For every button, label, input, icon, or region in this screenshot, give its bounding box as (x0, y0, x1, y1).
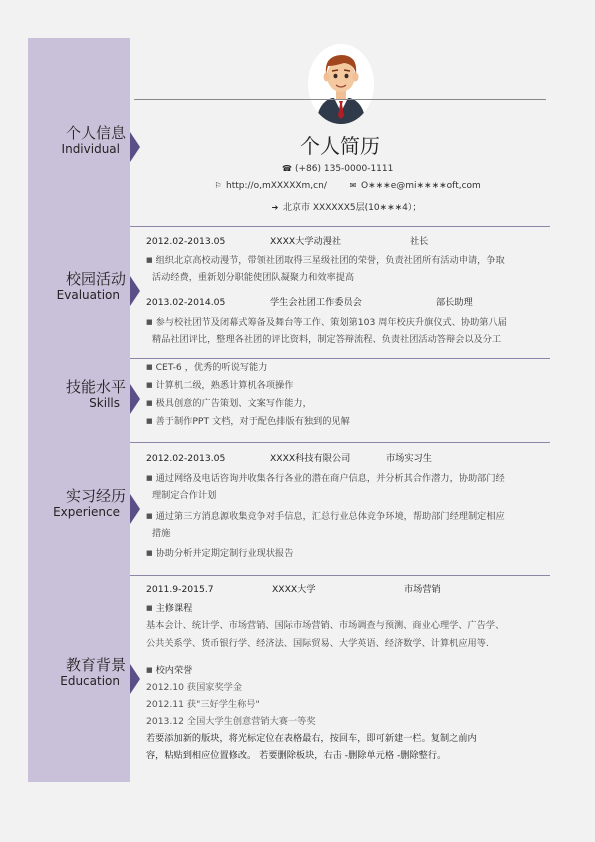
section-skills-cn: 技能水平 (65, 378, 126, 396)
email-row (348, 181, 481, 191)
courses-line-1: 基本会计、统计学、市场营销、国际市场营销、市场调查与预测、商业心理学、广告学、 (146, 620, 505, 631)
address-row (270, 200, 421, 213)
section-experience (28, 487, 130, 520)
internship-org: XXXX科技有限公司 (270, 453, 351, 464)
section-experience-cn: 实习经历 (65, 487, 126, 505)
divider-experience (130, 442, 550, 443)
location-icon: ➔ (271, 203, 279, 212)
flag-icon: ⚐ (214, 181, 222, 190)
mail-icon: ✉ (349, 181, 357, 190)
campus-2-line-2: 精品社团评比，整理各社团的评比资料，制定答辩流程、负责社团活动答辩会以及分工 (152, 334, 502, 345)
honor-2: 2012.11 获"三好学生称号" (146, 699, 260, 710)
skill-4: ■ 善于制作PPT 文档，对于配色排版有独到的见解 (146, 415, 350, 428)
section-skills-arrow (130, 384, 140, 414)
campus-1-role: 社长 (410, 236, 429, 247)
campus-1-date: 2012.02-2013.05 (146, 236, 226, 247)
note-line-2: 容，粘贴到相应位置修改。 若要删除板块，右击 -删除单元格 -删除整行。 (146, 750, 447, 761)
section-evaluation-cn: 校园活动 (65, 270, 126, 288)
section-individual (28, 124, 130, 157)
divider-campus (130, 226, 550, 227)
internship-item-2-line-1: ■ 通过第三方消息源收集竞争对手信息，汇总行业总体竞争环境，帮助部门经理制定相应 (146, 510, 505, 523)
section-evaluation-en: Evaluation (56, 288, 120, 302)
section-experience-en: Experience (53, 505, 120, 519)
divider-education (130, 575, 550, 576)
education-date: 2011.9-2015.7 (146, 584, 214, 595)
internship-item-2-line-2: 措施 (152, 528, 171, 539)
section-education-en: Education (60, 674, 120, 688)
campus-2-line-1: ■ 参与校社团节及闭幕式筹备及舞台等工作、策划第103 周年校庆升旗仪式、协助第八届 (146, 316, 507, 329)
courses-title: ■ 主修课程 (146, 602, 192, 615)
email-text: O∗∗∗e@mi∗∗∗∗oft,com (361, 181, 481, 191)
internship-item-1-line-2: 理制定合作计划 (152, 490, 217, 501)
section-experience-arrow (130, 494, 140, 524)
campus-1-line-1: ■ 组织北京高校动漫节，带领社团取得三星级社团的荣誉，负责社团所有活动申请，争取 (146, 254, 505, 267)
honor-3: 2013.12 全国大学生创意营销大赛一等奖 (146, 716, 316, 727)
skill-2: ■ 计算机二级，熟悉计算机各项操作 (146, 379, 293, 392)
address-text: 北京市 XXXXXX5层(10∗∗∗4）； (283, 203, 422, 213)
website-text: http://o,mXXXXXm,cn/ (226, 181, 327, 191)
campus-1-line-2: 活动经费，重新划分职能使团队凝聚力和效率提高 (152, 272, 355, 283)
header-divider (134, 99, 546, 100)
campus-2-org: 学生会社团工作委员会 (270, 297, 362, 308)
section-education (28, 656, 130, 689)
phone-icon: ☎ (282, 164, 292, 173)
internship-role: 市场实习生 (386, 453, 432, 464)
section-skills-en: Skills (89, 396, 120, 410)
section-individual-en: Individual (61, 142, 120, 156)
honors-title: ■ 校内荣誉 (146, 664, 192, 677)
honor-1: 2012.10 获国家奖学金 (146, 682, 243, 693)
divider-skills (130, 358, 550, 359)
campus-2-date: 2013.02-2014.05 (146, 297, 226, 308)
campus-1-org: XXXX大学动漫社 (270, 236, 342, 247)
avatar (308, 44, 374, 124)
page-title: 个人简历 (300, 134, 380, 158)
internship-item-3-line-1: ■ 协助分析并定期定制行业现状报告 (146, 547, 293, 560)
education-major: 市场营销 (404, 584, 441, 595)
phone-text: (+86) 135-0000-1111 (295, 164, 394, 174)
courses-line-2: 公共关系学、货币银行学、经济法、国际贸易、大学英语、经济数学、计算机应用等. (146, 638, 489, 649)
website-row (213, 181, 327, 191)
section-individual-cn: 个人信息 (65, 124, 126, 142)
skill-1: ■ CET-6 ，优秀的听说写能力 (146, 361, 267, 374)
campus-2-role: 部长助理 (436, 297, 473, 308)
education-school: XXXX大学 (272, 584, 316, 595)
internship-item-1-line-1: ■ 通过网络及电话咨询并收集各行各业的潜在商户信息，并分析其合作潜力，协助部门经 (146, 472, 505, 485)
section-skills (28, 378, 130, 411)
internship-date: 2012.02-2013.05 (146, 453, 226, 464)
section-education-cn: 教育背景 (65, 656, 126, 674)
section-education-arrow (130, 664, 140, 694)
note-line-1: 若要添加新的版块，将光标定位在表格最右，按回车，即可新建一栏。复制之前内 (146, 733, 477, 744)
skill-3: ■ 极具创意的广告策划、文案写作能力， (146, 397, 312, 410)
section-evaluation-arrow (130, 276, 140, 306)
avatar-illustration (308, 44, 374, 124)
section-evaluation (28, 270, 130, 303)
section-individual-arrow (130, 132, 140, 162)
phone-row (282, 164, 393, 174)
